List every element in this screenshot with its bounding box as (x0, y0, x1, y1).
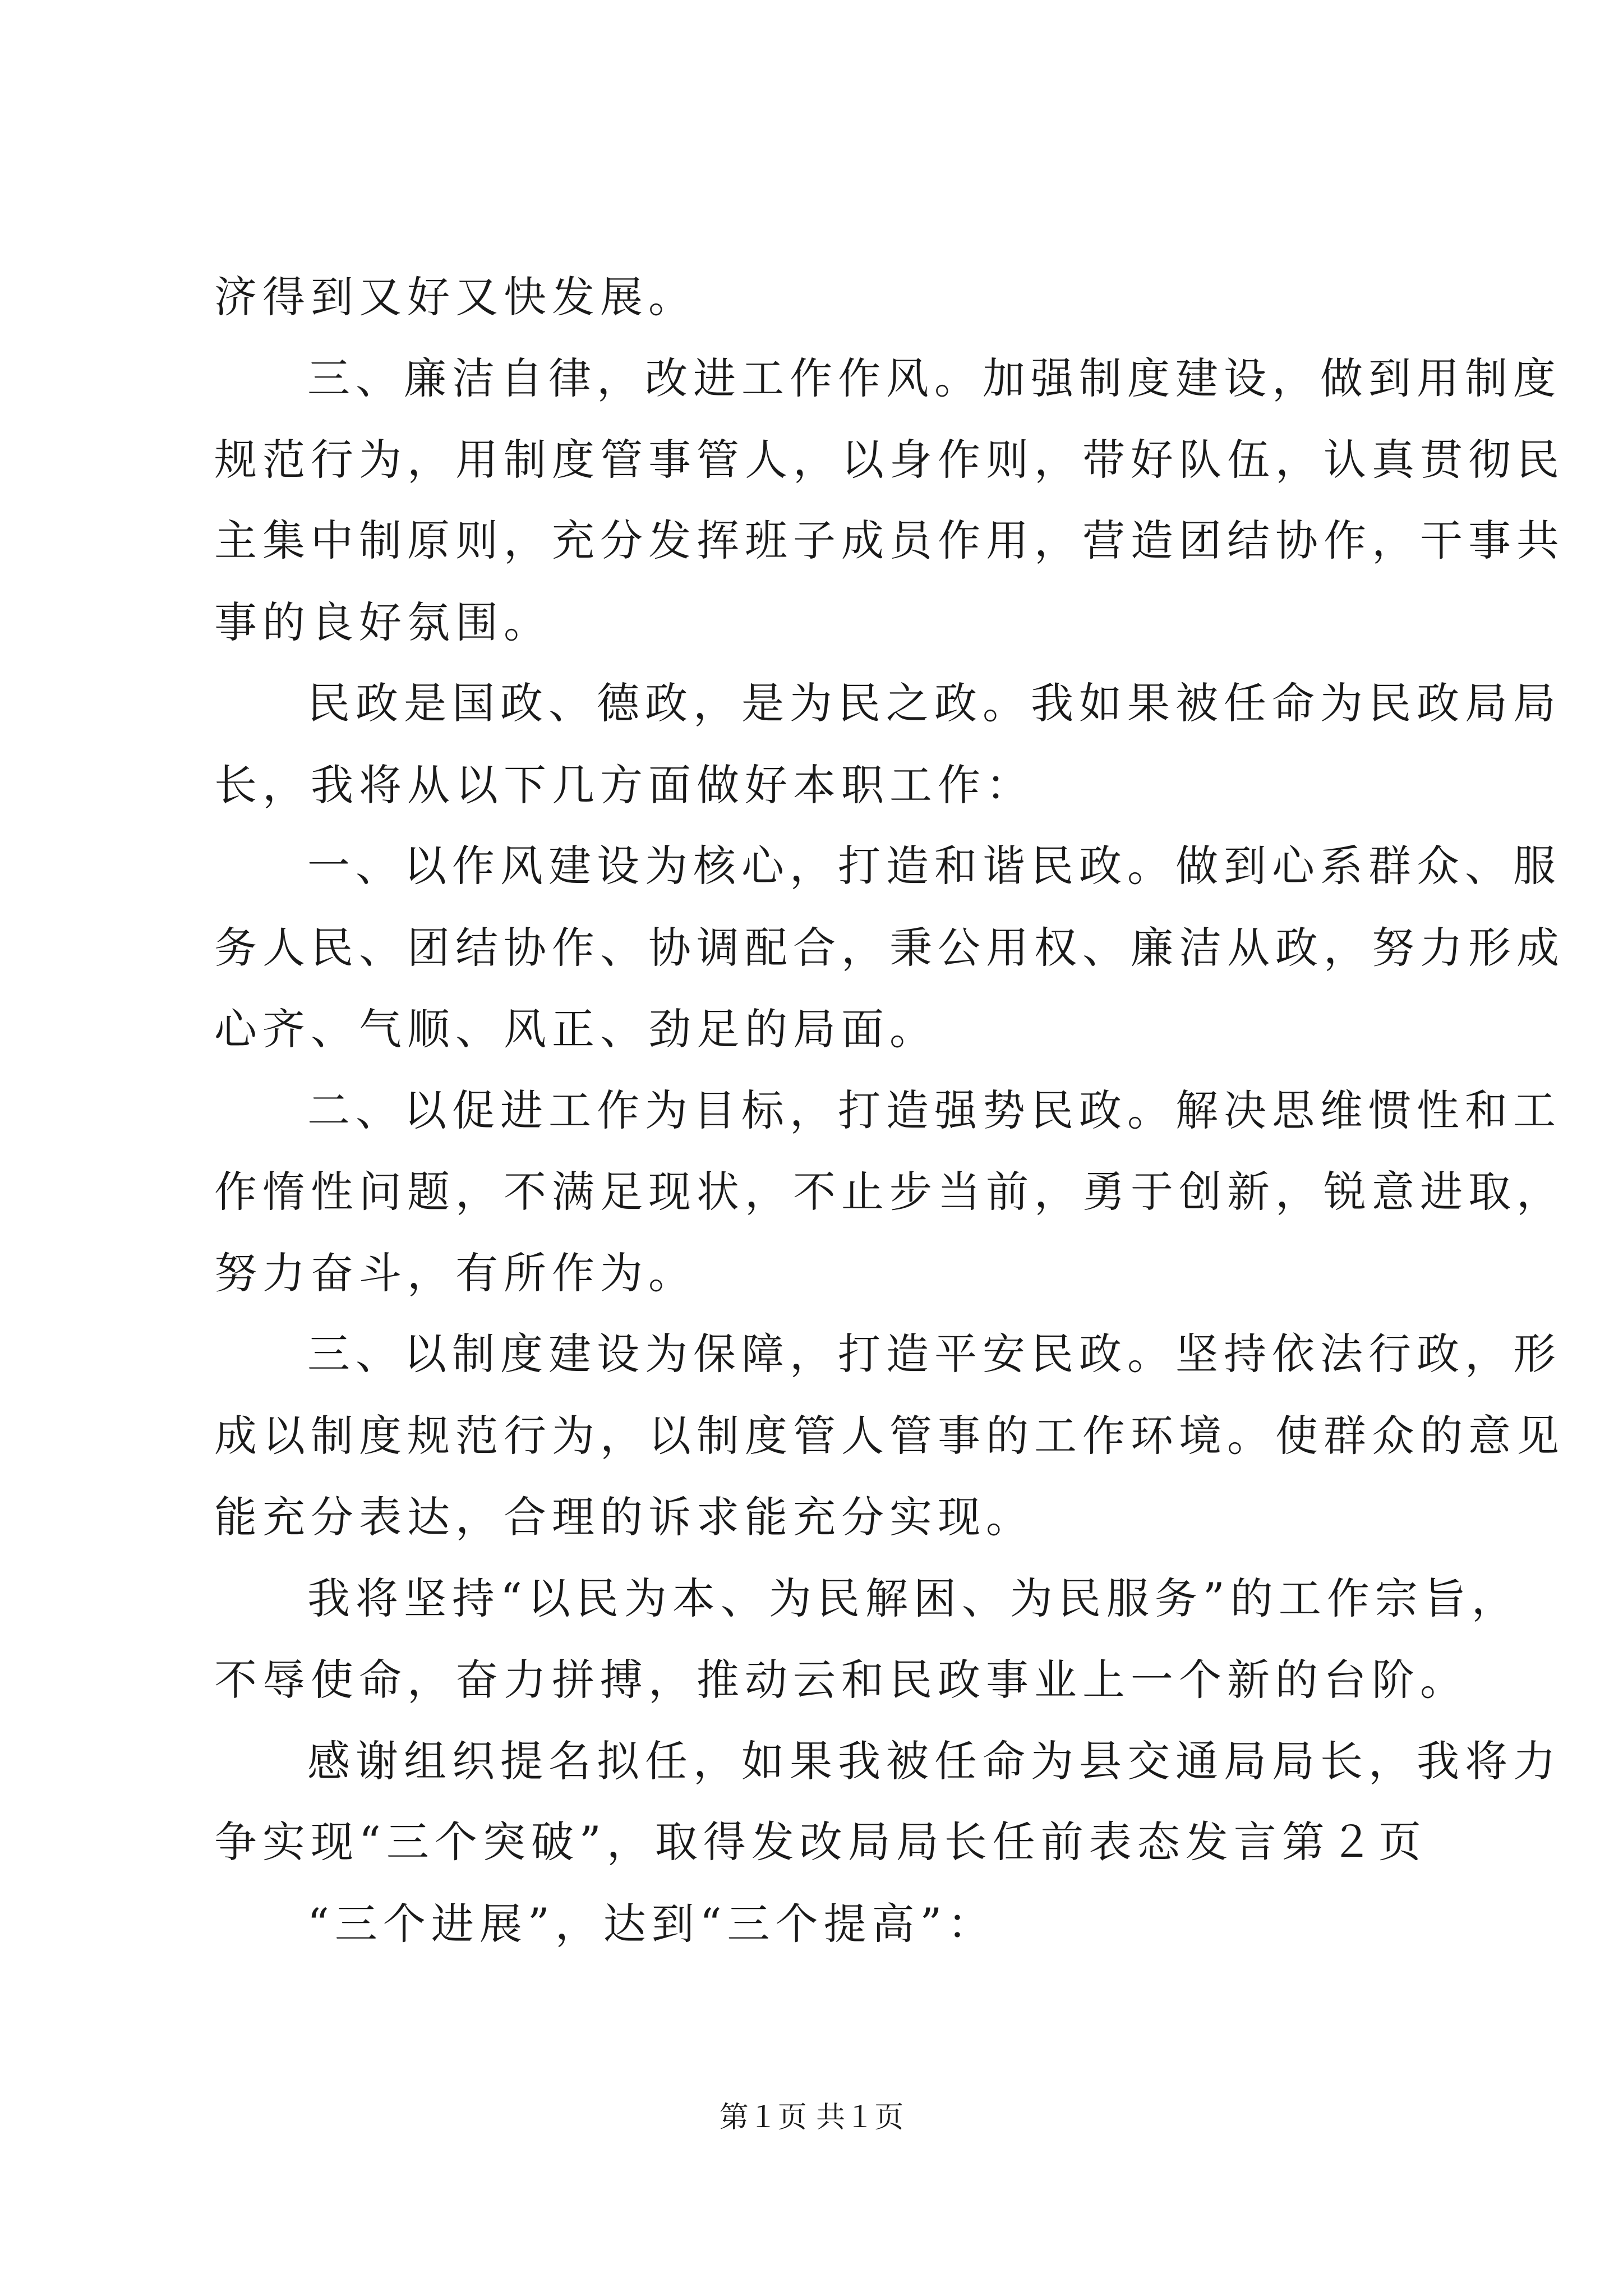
text-line: 心齐、气顺、风正、劲足的局面。 (214, 1004, 938, 1054)
text-line: 能充分表达，合理的诉求能充分实现。 (214, 1492, 1034, 1542)
text-line: 一、以作风建设为核心，打造和谐民政。做到心系群众、服 (307, 841, 1561, 891)
text-line: 规范行为，用制度管事管人，以身作则，带好队伍，认真贯彻民 (214, 435, 1565, 485)
text-line: 济得到又好又快发展。 (214, 272, 697, 322)
text-line: 长，我将从以下几方面做好本职工作： (214, 760, 1034, 810)
text-line: “三个进展”，达到“三个提高”： (307, 1899, 996, 1949)
page-footer: 第１页 共１页 (719, 2101, 904, 2134)
text-line: 事的良好氛围。 (214, 597, 552, 647)
text-line: 成以制度规范行为，以制度管人管事的工作环境。使群众的意见 (214, 1411, 1565, 1461)
text-line: 我将坚持“以民为本、为民解困、为民服务”的工作宗旨， (307, 1573, 1520, 1623)
text-line: 主集中制原则，充分发挥班子成员作用，营造团结协作，干事共 (214, 516, 1565, 565)
text-line: 务人民、团结协作、协调配合，秉公用权、廉洁从政，努力形成 (214, 923, 1565, 973)
text-line: 感谢组织提名拟任，如果我被任命为县交通局局长，我将力 (307, 1736, 1561, 1786)
text-line: 不辱使命，奋力拼搏，推动云和民政事业上一个新的台阶。 (214, 1655, 1468, 1705)
text-line: 民政是国政、德政，是为民之政。我如果被任命为民政局局 (307, 678, 1561, 728)
text-line: 努力奋斗，有所作为。 (214, 1248, 697, 1298)
text-line: 三、廉洁自律，改进工作作风。加强制度建设，做到用制度 (307, 353, 1561, 403)
text-line: 作惰性问题，不满足现状，不止步当前，勇于创新，锐意进取， (214, 1167, 1565, 1217)
text-line: 三、以制度建设为保障，打造平安民政。坚持依法行政，形 (307, 1329, 1561, 1379)
text-line: 争实现“三个突破”，取得发改局局长任前表态发言第２页 (214, 1817, 1427, 1867)
text-line: 二、以促进工作为目标，打造强势民政。解决思维惯性和工 (307, 1085, 1561, 1135)
